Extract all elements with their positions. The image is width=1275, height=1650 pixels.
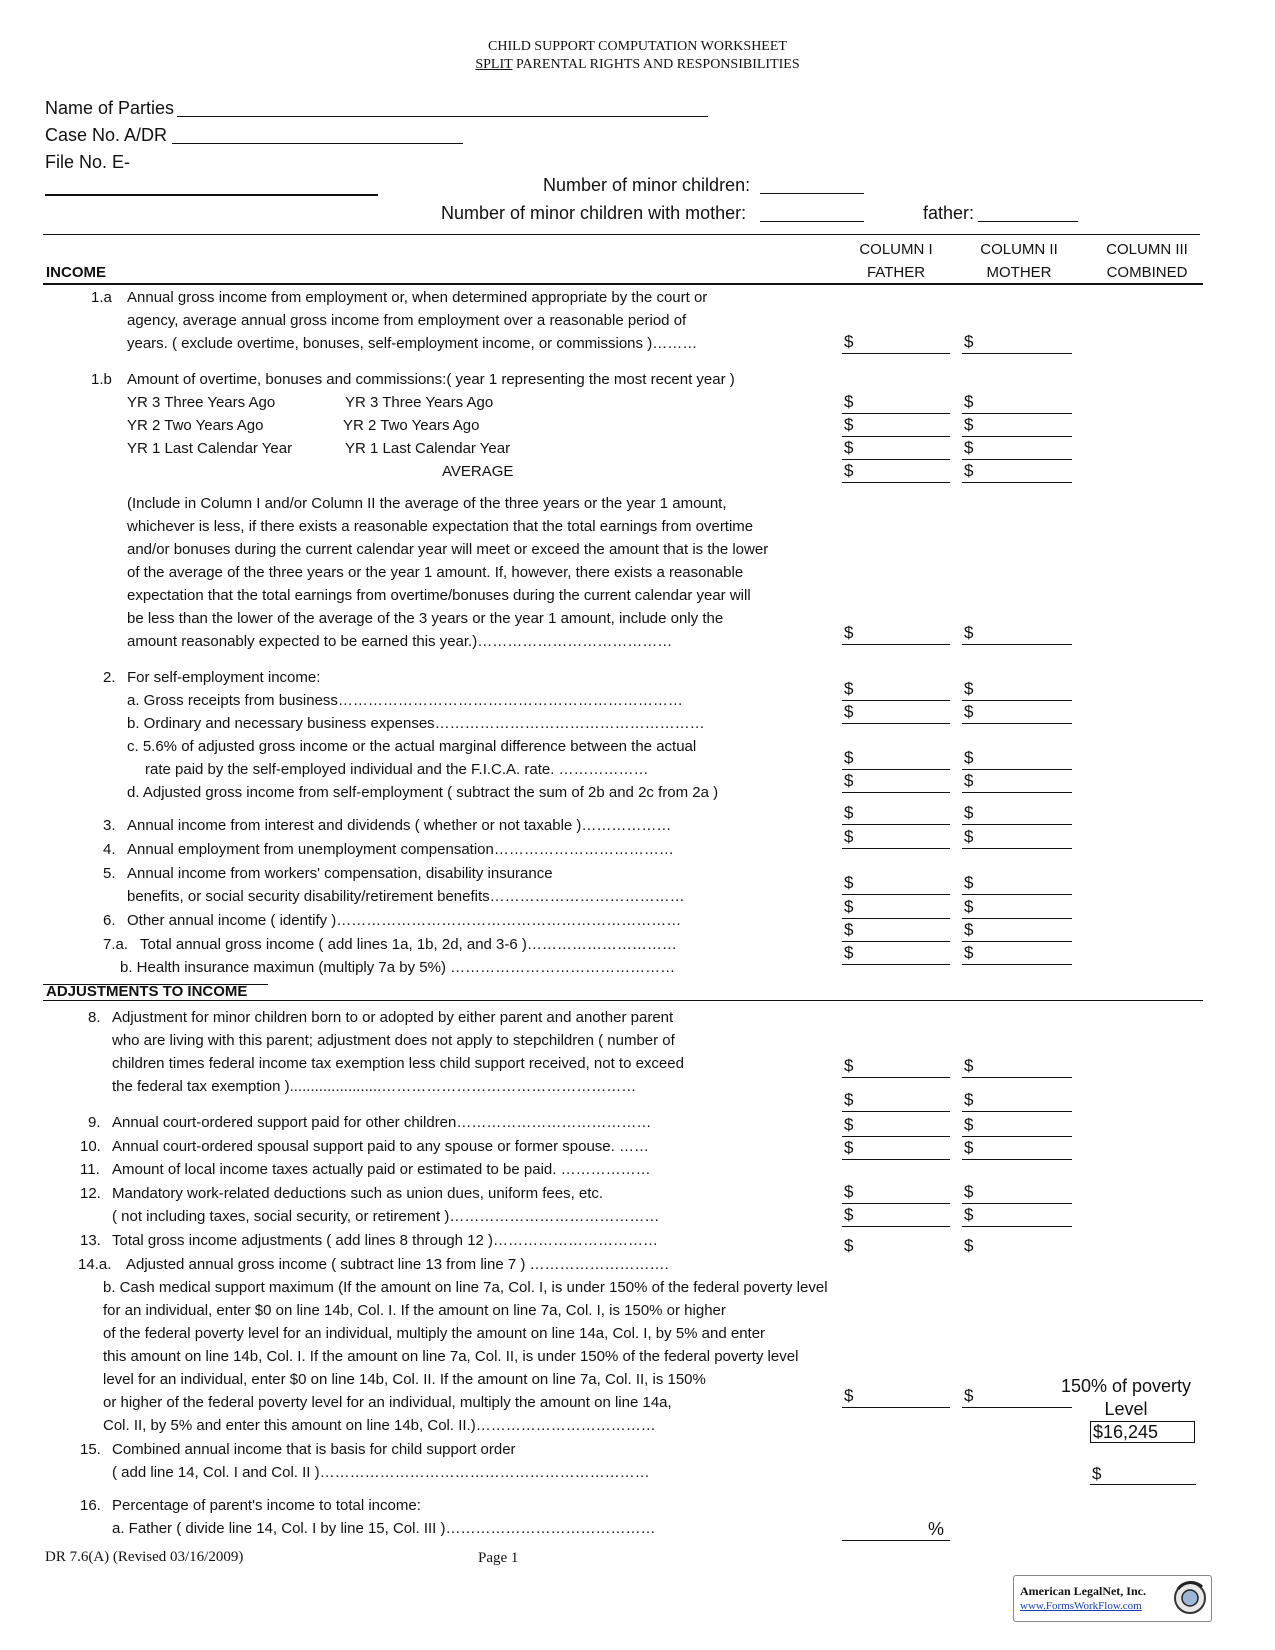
amount-input-line[interactable] [842,644,950,645]
line-number: 10. [80,1138,101,1155]
case-no-field[interactable] [172,143,463,144]
line-number: 14.a. [78,1256,112,1273]
column-iii-heading: COLUMN III [1106,241,1188,258]
with-mother-field[interactable] [760,221,864,222]
dollar-sign: $ [844,1138,854,1157]
father-percent-field[interactable] [842,1540,950,1541]
amount-input-line[interactable] [842,792,950,793]
subtitle-rest: PARENTAL RIGHTS AND RESPONSIBILITIES [512,57,800,72]
amount-input-line[interactable] [962,644,1072,645]
with-mother-label: Number of minor children with mother: [441,203,747,223]
dollar-sign: $ [844,803,854,822]
dollar-sign: $ [964,392,974,411]
dollar-sign: $ [964,1236,974,1255]
line-number: 13. [80,1232,101,1249]
amount-input-line[interactable] [962,1159,1072,1160]
col1-head-rule [842,283,950,284]
line-text: Total gross income adjustments ( add lines 8 through 12 )…………………………… [112,1232,659,1249]
line-text: Amount of overtime, bonuses and commissions:( year 1 representing the most recent year ) [127,371,735,388]
dollar-sign: $ [844,1090,854,1109]
amount-input-line[interactable] [842,436,950,437]
amount-input-line[interactable] [842,824,950,825]
amount-input-line[interactable] [962,353,1072,354]
line-number: 2. [103,669,116,686]
column-i-heading: COLUMN I [859,241,933,258]
amount-input-line[interactable] [842,1077,950,1078]
amount-input-line[interactable] [962,941,1072,942]
amount-input-line[interactable] [842,459,950,460]
amount-input-line[interactable] [962,918,1072,919]
line-text: years. ( exclude overtime, bonuses, self-employment income, or commissions )……… [127,335,698,352]
amount-input-line[interactable] [962,964,1072,965]
line-text: Percentage of parent's income to total income: [112,1497,421,1514]
dollar-sign: $ [844,702,854,721]
line-text: YR 3 Three Years Ago [127,394,276,411]
line-text: of the average of the three years or the year 1 amount. If, however, there exists a reasonable [127,564,744,581]
form-id: DR 7.6(A) (Revised 03/16/2009) [45,1549,244,1565]
with-father-field[interactable] [978,221,1078,222]
line-text: ( not including taxes, social security, or retirement )…………………………………… [112,1208,660,1225]
dollar-sign: $ [844,332,854,351]
amount-input-line[interactable] [842,723,950,724]
line-text: level for an individual, enter $0 on line 14b, Col. II. If the amount on line 7a, Col. II, is 150% [103,1371,706,1388]
line-number: 1.b [91,371,112,388]
dollar-sign: $ [964,461,974,480]
dollar-sign: $ [964,1056,974,1075]
line-number: 1.a [91,289,112,306]
amount-input-line[interactable] [962,1226,1072,1227]
line-text: benefits, or social security disability/retirement benefits………………………………… [127,888,685,905]
dollar-sign: $ [964,1386,974,1405]
line-text: Annual income from interest and dividends ( whether or not taxable )……………… [127,817,672,834]
form-title: CHILD SUPPORT COMPUTATION WORKSHEET [488,39,787,54]
line-text: Mandatory work-related deductions such as union dues, uniform fees, etc. [112,1185,604,1202]
dollar-sign: $ [964,771,974,790]
dollar-sign: $ [844,1236,854,1255]
line-number: 7.a. [103,936,129,953]
globe-logo-icon [1172,1579,1208,1617]
line-number: 11. [80,1161,100,1178]
name-of-parties-label: Name of Parties [45,98,175,118]
name-of-parties-field[interactable] [177,116,708,117]
line-number: 16. [80,1497,101,1514]
dollar-sign: $ [1092,1464,1102,1483]
column-ii-heading: COLUMN II [980,241,1058,258]
dollar-sign: $ [844,920,854,939]
line-text: children times federal income tax exemption less child support received, not to exceed [112,1055,684,1072]
dollar-sign: $ [844,392,854,411]
dollar-sign: $ [964,623,974,642]
line-text: Annual gross income from employment or, when determined appropriate by the court or [127,289,708,306]
dollar-sign: $ [964,679,974,698]
yr-col2: YR 3 Three Years Ago [345,394,494,411]
dollar-sign: $ [844,415,854,434]
amount-input-line[interactable] [842,700,950,701]
dollar-sign: $ [964,920,974,939]
dollar-sign: $ [844,679,854,698]
amount-input-line[interactable] [962,459,1072,460]
line-text: Annual income from workers' compensation, disability insurance [127,865,553,882]
amount-input-line[interactable] [842,848,950,849]
percent-sign: % [928,1519,945,1539]
amount-input-line[interactable] [842,941,950,942]
line-text: b. Ordinary and necessary business expenses……………………………………………… [127,715,705,732]
column-iii-sub: COMBINED [1106,264,1188,281]
header-divider [43,234,1200,235]
amount-input-line[interactable] [842,353,950,354]
dollar-sign: $ [844,1115,854,1134]
dollar-sign: $ [844,1205,854,1224]
dollar-sign: $ [964,748,974,767]
amount-input-line[interactable] [962,824,1072,825]
income-rule [43,283,1203,285]
amount-input-line[interactable] [842,918,950,919]
logo-url[interactable]: www.FormsWorkFlow.com [1020,1600,1142,1612]
file-no-field[interactable] [45,194,378,196]
dollar-sign: $ [844,461,854,480]
amount-input-line[interactable] [842,769,950,770]
line-text: of the federal poverty level for an individual, multiply the amount on line 14a, Col. I, by 5% and enter [103,1325,766,1342]
dollar-sign: $ [964,1205,974,1224]
column-i-sub: FATHER [866,264,926,281]
line-number: 6. [103,912,116,929]
amount-input-line[interactable] [962,700,1072,701]
amount-input-line[interactable] [842,964,950,965]
line-text: expectation that the total earnings from overtime/bonuses during the current calendar year will [127,587,751,604]
line-text: for an individual, enter $0 on line 14b, Col. I. If the amount on line 7a, Col. I, is 150% or higher [103,1302,726,1319]
line-text: who are living with this parent; adjustment does not apply to stepchildren ( number of [112,1032,675,1049]
dollar-sign: $ [964,827,974,846]
dollar-sign: $ [844,771,854,790]
minor-children-field[interactable] [760,193,864,194]
line-text: Total annual gross income ( add lines 1a, 1b, 2d, and 3-6 )………………………… [140,936,677,953]
line-text: YR 1 Last Calendar Year [127,440,293,457]
line-text: YR 2 Two Years Ago [127,417,264,434]
dollar-sign: $ [964,1138,974,1157]
dollar-sign: $ [964,943,974,962]
amount-input-line[interactable] [962,769,1072,770]
logo-name: American LegalNet, Inc. [1020,1584,1146,1598]
line-text: For self-employment income: [127,669,321,686]
income-section-label: INCOME [46,264,106,281]
amount-input-line[interactable] [842,413,950,414]
subtitle-split: SPLIT [475,57,513,72]
poverty-label: 150% of poverty [1060,1376,1192,1396]
dollar-sign: $ [964,1090,974,1109]
minor-children-label: Number of minor children: [543,175,751,195]
dollar-sign: $ [844,827,854,846]
amount-input-line[interactable] [962,792,1072,793]
adjustments-top-rule [43,984,268,985]
line-text: Combined annual income that is basis for child support order [112,1441,516,1458]
line-text: Amount of local income taxes actually paid or estimated to be paid. ……………… [112,1161,651,1178]
line-number: 3. [103,817,116,834]
line-text: Adjusted annual gross income ( subtract line 13 from line 7 ) ………………………. [126,1256,669,1273]
line-text: Annual court-ordered spousal support paid to any spouse or former spouse. …… [112,1138,649,1155]
amount-input-line[interactable] [842,1203,950,1204]
dollar-sign: $ [844,943,854,962]
amount-input-line[interactable] [842,482,950,483]
line-text: Other annual income ( identify )…………………………………………………………… [127,912,682,929]
amount-input-line[interactable] [962,1077,1072,1078]
line-text: the federal tax exemption )......................…………………………………………… [112,1078,637,1095]
line-text: rate paid by the self-employed individual and the F.I.C.A. rate. ……………… [145,761,649,778]
line-number: 5. [103,865,116,882]
line-text: b. Cash medical support maximum (If the amount on line 7a, Col. I, is under 150% of the federal poverty level [103,1279,828,1296]
line-text: Annual employment from unemployment compensation……………………………… [127,841,674,858]
dollar-sign: $ [844,1386,854,1405]
file-no-label: File No. E- [45,152,131,172]
line-text: c. 5.6% of adjusted gross income or the actual marginal difference between the actual [127,738,697,755]
line-text: whichever is less, if there exists a reasonable expectation that the total earnings from overtime [127,518,754,535]
amount-input-line[interactable] [962,848,1072,849]
amount-input-line[interactable] [962,894,1072,895]
line-text: AVERAGE [442,463,514,480]
dollar-sign: $ [964,873,974,892]
line-text: Adjustment for minor children born to or adopted by either parent and another parent [112,1009,674,1026]
form-subtitle [0,57,1275,73]
dollar-sign: $ [964,332,974,351]
adjustments-rule [43,1000,1203,1001]
line-number: 8. [88,1009,101,1026]
line-number: 9. [88,1114,101,1131]
line-text: this amount on line 14b, Col. I. If the amount on line 7a, Col. II, is under 150% of the federal poverty level [103,1348,799,1365]
poverty-level-label: Level [1104,1399,1148,1419]
dollar-sign: $ [844,748,854,767]
dollar-sign: $ [964,1115,974,1134]
amount-input-line[interactable] [962,723,1072,724]
legalnet-logo [1013,1575,1212,1622]
yr-col2: YR 1 Last Calendar Year [345,440,511,457]
amount-input-line[interactable] [962,436,1072,437]
dollar-sign: $ [964,438,974,457]
amount-input-line[interactable] [962,413,1072,414]
dollar-sign: $ [844,623,854,642]
amount-input-line[interactable] [842,1226,950,1227]
amount-input-line[interactable] [962,482,1072,483]
column-ii-sub: MOTHER [986,264,1052,281]
adjustments-section-label: ADJUSTMENTS TO INCOME [46,983,248,1000]
line-text: and/or bonuses during the current calendar year will meet or exceed the amount that is the lower [127,541,769,558]
line-text: agency, average annual gross income from employment over a reasonable period of [127,312,687,329]
poverty-level-value: $16,245 [1090,1421,1195,1443]
amount-input-line[interactable] [842,1111,950,1112]
combined-income-field[interactable] [1090,1484,1196,1485]
amount-input-line[interactable] [842,1407,950,1408]
amount-input-line[interactable] [962,1111,1072,1112]
dollar-sign: $ [964,415,974,434]
with-father-label: father: [923,203,975,223]
page-number: Page 1 [478,1550,519,1566]
line-number: 4. [103,841,116,858]
line-text: a. Gross receipts from business…………………………………………………………… [127,692,683,709]
dollar-sign: $ [844,438,854,457]
line-text: a. Father ( divide line 14, Col. I by line 15, Col. III )…………………………………… [112,1520,656,1537]
line-text: ( add line 14, Col. I and Col. II )………………………………………………………… [112,1464,650,1481]
line-text: be less than the lower of the average of the 3 years or the year 1 amount, include only the [127,610,724,627]
amount-input-line[interactable] [842,1159,950,1160]
dollar-sign: $ [964,702,974,721]
line-number: 12. [80,1185,101,1202]
dollar-sign: $ [844,1182,854,1201]
yr-col2: YR 2 Two Years Ago [343,417,480,434]
line-text: d. Adjusted gross income from self-employment ( subtract the sum of 2b and 2c from 2a ) [127,784,719,801]
dollar-sign: $ [844,1056,854,1075]
dollar-sign: $ [964,897,974,916]
amount-input-line[interactable] [962,1136,1072,1137]
line-number: 15. [80,1441,101,1458]
amount-input-line[interactable] [962,1203,1072,1204]
case-no-label: Case No. A/DR [45,125,168,145]
dollar-sign: $ [844,873,854,892]
line-text: Col. II, by 5% and enter this amount on line 14b, Col. II.)……………………………… [103,1417,656,1434]
line-text: (Include in Column I and/or Column II the average of the three years or the year 1 amount, [127,495,727,512]
line-text: Annual court-ordered support paid for other children………………………………… [112,1114,652,1131]
amount-input-line[interactable] [842,1136,950,1137]
dollar-sign: $ [964,803,974,822]
line-text: amount reasonably expected to be earned this year.)………………………………… [127,633,673,650]
amount-input-line[interactable] [842,894,950,895]
line-text: or higher of the federal poverty level for an individual, multiply the amount on line 14a, [103,1394,672,1411]
line-text: b. Health insurance maximun (multiply 7a by 5%) ……………………………………… [120,959,676,976]
dollar-sign: $ [844,897,854,916]
dollar-sign: $ [964,1182,974,1201]
